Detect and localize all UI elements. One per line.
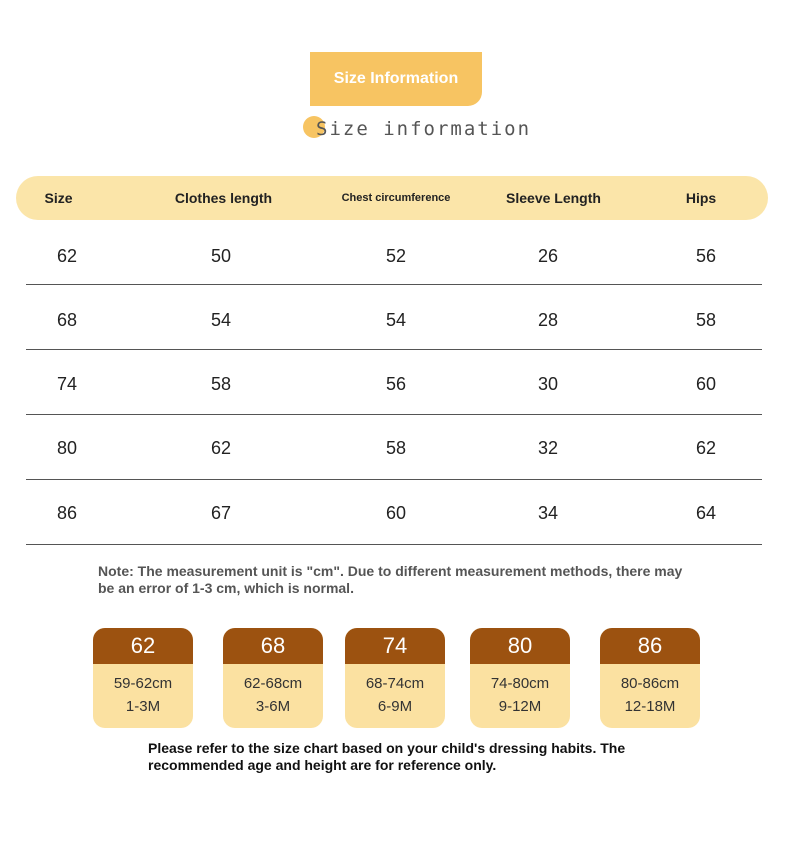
section-subtitle: Size information — [316, 118, 532, 140]
header-clothes-length: Clothes length — [174, 190, 273, 206]
header-chest-circumference: Chest circumference — [341, 192, 451, 204]
cell-clothes-length: 54 — [210, 310, 232, 330]
cell-clothes-length: 62 — [210, 438, 232, 458]
header-size: Size — [44, 190, 73, 206]
size-card — [93, 628, 193, 728]
size-card — [223, 628, 323, 728]
cell-chest: 54 — [385, 310, 407, 330]
cell-hips: 62 — [695, 438, 717, 458]
card-age: 1-3M — [125, 698, 161, 715]
size-card — [600, 628, 700, 728]
table-row — [26, 288, 762, 352]
card-height-range: 68-74cm — [365, 675, 425, 692]
card-age: 6-9M — [377, 698, 413, 715]
cell-clothes-length: 58 — [210, 374, 232, 394]
row-divider — [26, 349, 762, 350]
card-height-range: 59-62cm — [113, 675, 173, 692]
cell-clothes-length: 50 — [210, 246, 232, 266]
cell-hips: 60 — [695, 374, 717, 394]
cell-size: 74 — [56, 374, 78, 394]
cell-sleeve: 28 — [537, 310, 559, 330]
card-height-range: 80-86cm — [620, 675, 680, 692]
measurement-note: Note: The measurement unit is "cm". Due to different measurement methods, there may be an error of 1-3 cm, which is normal. — [98, 563, 683, 596]
cell-size: 86 — [56, 503, 78, 523]
cell-sleeve: 26 — [537, 246, 559, 266]
card-age: 3-6M — [255, 698, 291, 715]
card-size: 68 — [223, 628, 323, 664]
row-divider — [26, 544, 762, 545]
table-row — [26, 224, 762, 288]
size-card — [470, 628, 570, 728]
row-divider — [26, 284, 762, 285]
cell-clothes-length: 67 — [210, 503, 232, 523]
header-sleeve-length: Sleeve Length — [506, 190, 601, 206]
table-row — [26, 352, 762, 416]
cell-chest: 60 — [385, 503, 407, 523]
card-age: 12-18M — [624, 698, 676, 715]
cell-size: 68 — [56, 310, 78, 330]
size-card — [345, 628, 445, 728]
size-table-header — [16, 176, 768, 220]
row-divider — [26, 479, 762, 480]
table-row — [26, 481, 762, 545]
cell-chest: 56 — [385, 374, 407, 394]
card-size: 86 — [600, 628, 700, 664]
cell-sleeve: 34 — [537, 503, 559, 523]
cell-hips: 64 — [695, 503, 717, 523]
card-height-range: 62-68cm — [243, 675, 303, 692]
card-size: 74 — [345, 628, 445, 664]
row-divider — [26, 414, 762, 415]
card-size: 80 — [470, 628, 570, 664]
cell-hips: 58 — [695, 310, 717, 330]
table-row — [26, 416, 762, 480]
cell-hips: 56 — [695, 246, 717, 266]
cell-chest: 52 — [385, 246, 407, 266]
cell-size: 80 — [56, 438, 78, 458]
card-age: 9-12M — [498, 698, 542, 715]
header-hips: Hips — [685, 190, 717, 206]
reference-note: Please refer to the size chart based on your child's dressing habits. The recommended age and height are for reference only. — [148, 740, 626, 773]
section-title-badge: Size Information — [310, 52, 482, 106]
card-size: 62 — [93, 628, 193, 664]
cell-sleeve: 30 — [537, 374, 559, 394]
card-height-range: 74-80cm — [490, 675, 550, 692]
cell-size: 62 — [56, 246, 78, 266]
cell-chest: 58 — [385, 438, 407, 458]
cell-sleeve: 32 — [537, 438, 559, 458]
